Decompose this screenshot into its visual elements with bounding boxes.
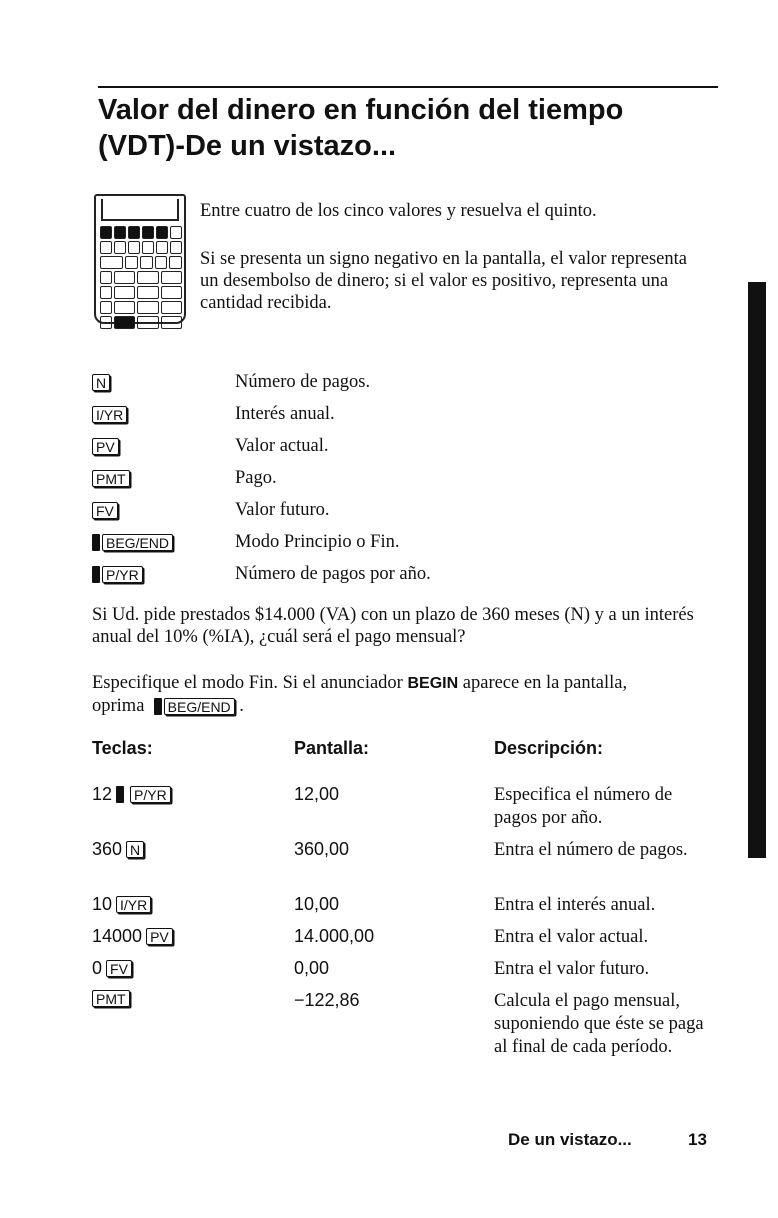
keystroke <box>92 958 132 979</box>
display-value: 14.000,00 <box>294 926 375 946</box>
key-description: Modo Principio o Fin. <box>235 531 400 552</box>
display-value: 10,00 <box>294 894 340 914</box>
row-description: Entra el valor futuro. <box>494 959 650 979</box>
row-description: Entra el interés anual. <box>494 895 656 915</box>
pyr-key[interactable]: P/YR <box>130 786 171 803</box>
key-list-row <box>92 526 652 558</box>
mode-paragraph <box>92 672 702 717</box>
mode-text: . <box>239 696 244 716</box>
shift-key-icon <box>154 698 162 715</box>
key-list-row <box>92 430 652 462</box>
calculator-icon <box>94 194 186 324</box>
keystroke <box>92 784 171 805</box>
column-header-description: Descripción: <box>494 738 604 758</box>
key-list-row <box>92 398 652 430</box>
row-description: Especifica el número de pagos por año. <box>494 785 673 828</box>
fv-key[interactable]: FV <box>92 502 118 519</box>
pv-key[interactable]: PV <box>92 438 119 455</box>
pmt-key[interactable]: PMT <box>92 990 130 1007</box>
page-title: Valor del dinero en función del tiempo (VDT)-De un vistazo... <box>98 94 624 162</box>
keystroke-number: 10 <box>92 894 113 914</box>
pv-key[interactable]: PV <box>146 928 173 945</box>
begin-annunciator: BEGIN <box>407 675 459 692</box>
n-key[interactable]: N <box>126 841 144 858</box>
key-description: Número de pagos por año. <box>235 563 431 584</box>
mode-text: aparece en la pantalla, <box>458 673 628 693</box>
key-list-row <box>92 558 652 590</box>
pyr-key[interactable]: P/YR <box>102 566 143 583</box>
intro-paragraph-2: Si se presenta un signo negativo en la pantalla, el valor representa un desembolso de dinero; si el valor es positivo, representa una cantidad recibida. <box>200 249 687 313</box>
header-rule <box>98 86 718 88</box>
beg-end-key[interactable]: BEG/END <box>164 698 235 715</box>
key-list-row <box>92 462 652 494</box>
column-header-display: Pantalla: <box>294 738 370 758</box>
display-value: 12,00 <box>294 784 340 804</box>
display-value: 360,00 <box>294 839 350 859</box>
keystroke <box>92 894 151 915</box>
keystroke-number: 0 <box>92 958 103 978</box>
footer-section-title: De un vistazo... <box>508 1130 632 1149</box>
shift-key-icon <box>92 566 100 583</box>
key-list <box>92 366 652 590</box>
row-description: Entra el valor actual. <box>494 927 649 947</box>
shift-key-icon <box>92 534 100 551</box>
n-key[interactable]: N <box>92 374 110 391</box>
example-paragraph: Si Ud. pide prestados $14.000 (VA) con un plazo de 360 meses (N) y a un interés anual del 10% (%IA), ¿cuál será el pago mensual? <box>92 605 694 647</box>
key-description: Valor futuro. <box>235 499 330 520</box>
mode-text: oprima <box>92 696 145 716</box>
iyr-key[interactable]: I/YR <box>92 406 127 423</box>
key-description: Valor actual. <box>235 435 329 456</box>
pmt-key[interactable]: PMT <box>92 470 130 487</box>
row-description: Calcula el pago mensual, suponiendo que éste se paga al final de cada período. <box>494 991 704 1057</box>
mode-text: Especifique el modo Fin. Si el anunciador <box>92 673 408 693</box>
display-value: −122,86 <box>294 990 360 1010</box>
key-description: Interés anual. <box>235 403 335 424</box>
iyr-key[interactable]: I/YR <box>116 896 151 913</box>
keystroke-number: 360 <box>92 839 123 859</box>
keystroke <box>92 839 144 860</box>
keystroke <box>92 926 173 947</box>
key-description: Pago. <box>235 467 277 488</box>
keystroke <box>92 990 130 1007</box>
page-number: 13 <box>688 1130 707 1149</box>
key-list-row <box>92 494 652 526</box>
key-description: Número de pagos. <box>235 371 371 392</box>
intro-paragraph-1: Entre cuatro de los cinco valores y resuelva el quinto. <box>200 201 597 221</box>
beg-end-key[interactable]: BEG/END <box>102 534 173 551</box>
shift-key-icon <box>116 786 124 803</box>
key-list-row <box>92 366 652 398</box>
row-description: Entra el número de pagos. <box>494 840 688 860</box>
chapter-edge-tab <box>748 282 766 858</box>
fv-key[interactable]: FV <box>106 960 132 977</box>
keystroke-number: 14000 <box>92 926 143 946</box>
keystroke-number: 12 <box>92 784 113 804</box>
column-header-keys: Teclas: <box>92 738 153 758</box>
display-value: 0,00 <box>294 958 330 978</box>
